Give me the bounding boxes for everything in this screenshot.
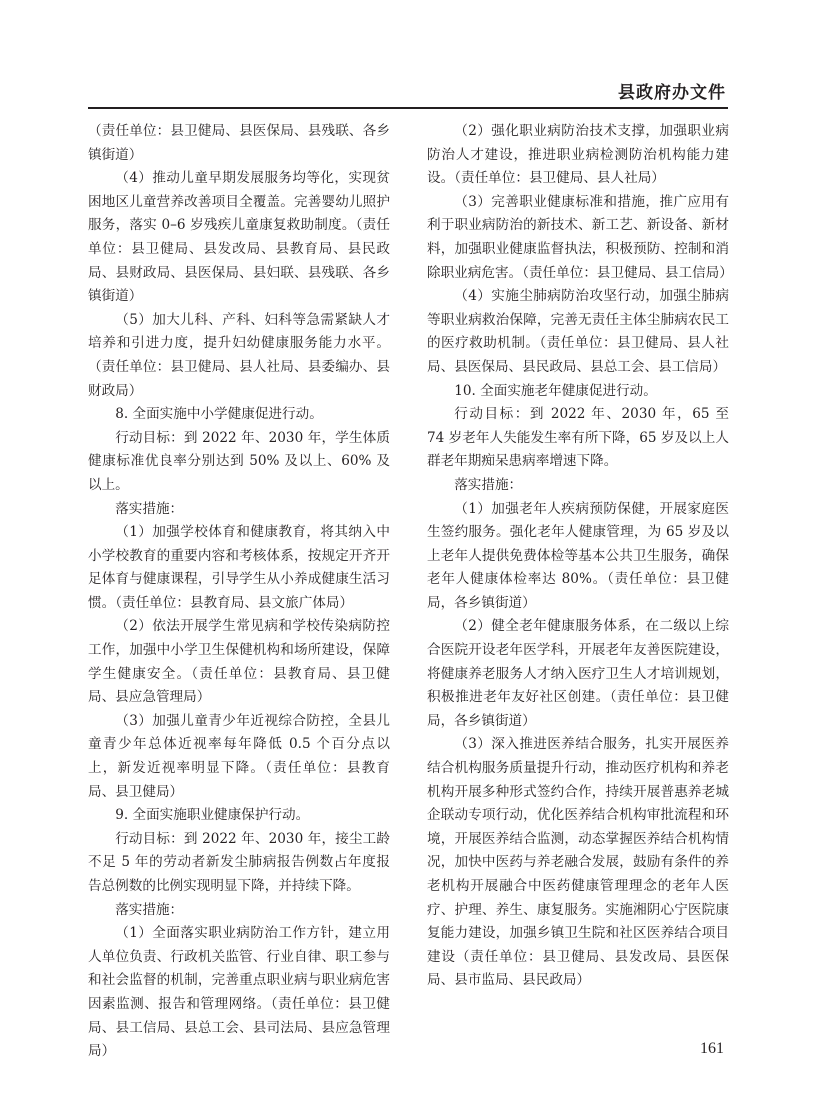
paragraph: （4）实施尘肺病防治攻坚行动，加强尘肺病等职业病救治保障，完善无责任主体尘肺病农民工的医疗救助机制。（责任单位：县卫健局、县人社局、县医保局、县民政局、县总工会、县工信局）	[427, 288, 729, 375]
paragraph: （2）健全老年健康服务体系，在二级以上综合医院开设老年医学科，开展老年友善医院建设，将健康养老服务人才纳入医疗卫生人才培训规划，积极推进老年友好社区创建。（责任单位：县卫健局，各乡镇街道）	[427, 618, 729, 729]
paragraph: （3）完善职业健康标准和措施，推广应用有利于职业病防治的新技术、新工艺、新设备、新材料，加强职业健康监督执法，积极预防、控制和消除职业病危害。（责任单位：县卫健局、县工信局）	[427, 193, 733, 281]
paragraph: （3）加强儿童青少年近视综合防控，全县儿童青少年总体近视率每年降低 0.5 个百分点以上，新发近视率明显下降。（责任单位：县教育局、县卫健局）	[88, 712, 390, 800]
paragraph: （2）依法开展学生常见病和学校传染病防控工作，加强中小学卫生保健机构和场所建设，保障学生健康安全。（责任单位：县教育局、县卫健局、县应急管理局）	[88, 618, 390, 706]
section-heading: 8. 全面实施中小学健康促进行动。	[115, 406, 323, 423]
header-title: 县政府办文件	[618, 83, 726, 103]
paragraph: （责任单位：县卫健局、县医保局、县残联、各乡镇街道）	[88, 123, 390, 163]
section-heading: 10. 全面实施老年健康促进行动。	[454, 382, 657, 399]
paragraph: （1）加强老年人疾病预防保健，开展家庭医生签约服务。强化老年人健康管理，为 65 岁及以上老年人提供免费体检等基本公共卫生服务，确保老年人健康体检率达 80%。（责任单位：县卫健局，各乡镇街道）	[427, 500, 729, 611]
paragraph: 落实措施：	[454, 476, 523, 493]
paragraph: 行动目标：到 2022 年、2030 年，学生体质健康标准优良率分别达到 50% 及以上、60% 及以上。	[88, 429, 390, 493]
paragraph: （1）全面落实职业病防治工作方针，建立用人单位负责、行政机关监管、行业自律、职工参与和社会监督的机制，完善重点职业病与职业病危害因素监测、报告和管理网络。（责任单位：县卫健局、县工信局、县总工会、县司法局、县应急管理局）	[88, 925, 390, 1060]
left-column	[88, 120, 390, 1064]
paragraph: 落实措施：	[115, 901, 184, 918]
paragraph: （3）深入推进医养结合服务，扎实开展医养结合机构服务质量提升行动，推动医疗机构和养老机构开展多种形式签约合作，持续开展普惠养老城企联动专项行动，优化医养结合机构审批流程和环境，开展医养结合监测，动态掌握医养结合机构情况，加快中医药与养老融合发展，鼓励有条件的养老机构开展融合中医药健康管理理念的老年人医疗、护理、养生、康复服务。实施湘阴心宁医院康复能力建设，加强乡镇卫生院和社区医养结合项目建设（责任单位：县卫健局、县发改局、县医保局、县市监局、县民政局）	[427, 736, 729, 989]
paragraph: （2）强化职业病防治技术支撑，加强职业病防治人才建设，推进职业病检测防治机构能力建设。（责任单位：县卫健局、县人社局）	[427, 123, 729, 187]
paragraph: （5）加大儿科、产科、妇科等急需紧缺人才培养和引进力度，提升妇幼健康服务能力水平。（责任单位：县卫健局、县人社局、县委编办、县财政局）	[88, 311, 390, 399]
header-rule	[88, 107, 728, 109]
right-column	[427, 120, 733, 993]
paragraph: 行动目标：到 2022 年、2030 年，65 至 74 岁老年人失能发生率有所下降，65 岁及以上人群老年期痴呆患病率增速下降。	[427, 406, 729, 470]
page-number: 161	[700, 1040, 724, 1057]
paragraph: 落实措施：	[115, 500, 184, 517]
section-heading: 9. 全面实施职业健康保护行动。	[115, 807, 310, 824]
paragraph: （4）推动儿童早期发展服务均等化，实现贫困地区儿童营养改善项目全覆盖。完善婴幼儿照护服务，落实 0–6 岁残疾儿童康复救助制度。（责任单位：县卫健局、县发改局、县教育局、县民政局、县财政局、县医保局、县妇联、县残联、各乡镇街道）	[88, 170, 390, 305]
paragraph: （1）加强学校体育和健康教育，将其纳入中小学校教育的重要内容和考核体系，按规定开齐开足体育与健康课程，引导学生从小养成健康生活习惯。（责任单位：县教育局、县文旅广体局）	[88, 524, 390, 611]
paragraph: 行动目标：到 2022 年、2030 年，接尘工龄不足 5 年的劳动者新发尘肺病报告例数占年度报告总例数的比例实现明显下降，并持续下降。	[88, 830, 390, 894]
